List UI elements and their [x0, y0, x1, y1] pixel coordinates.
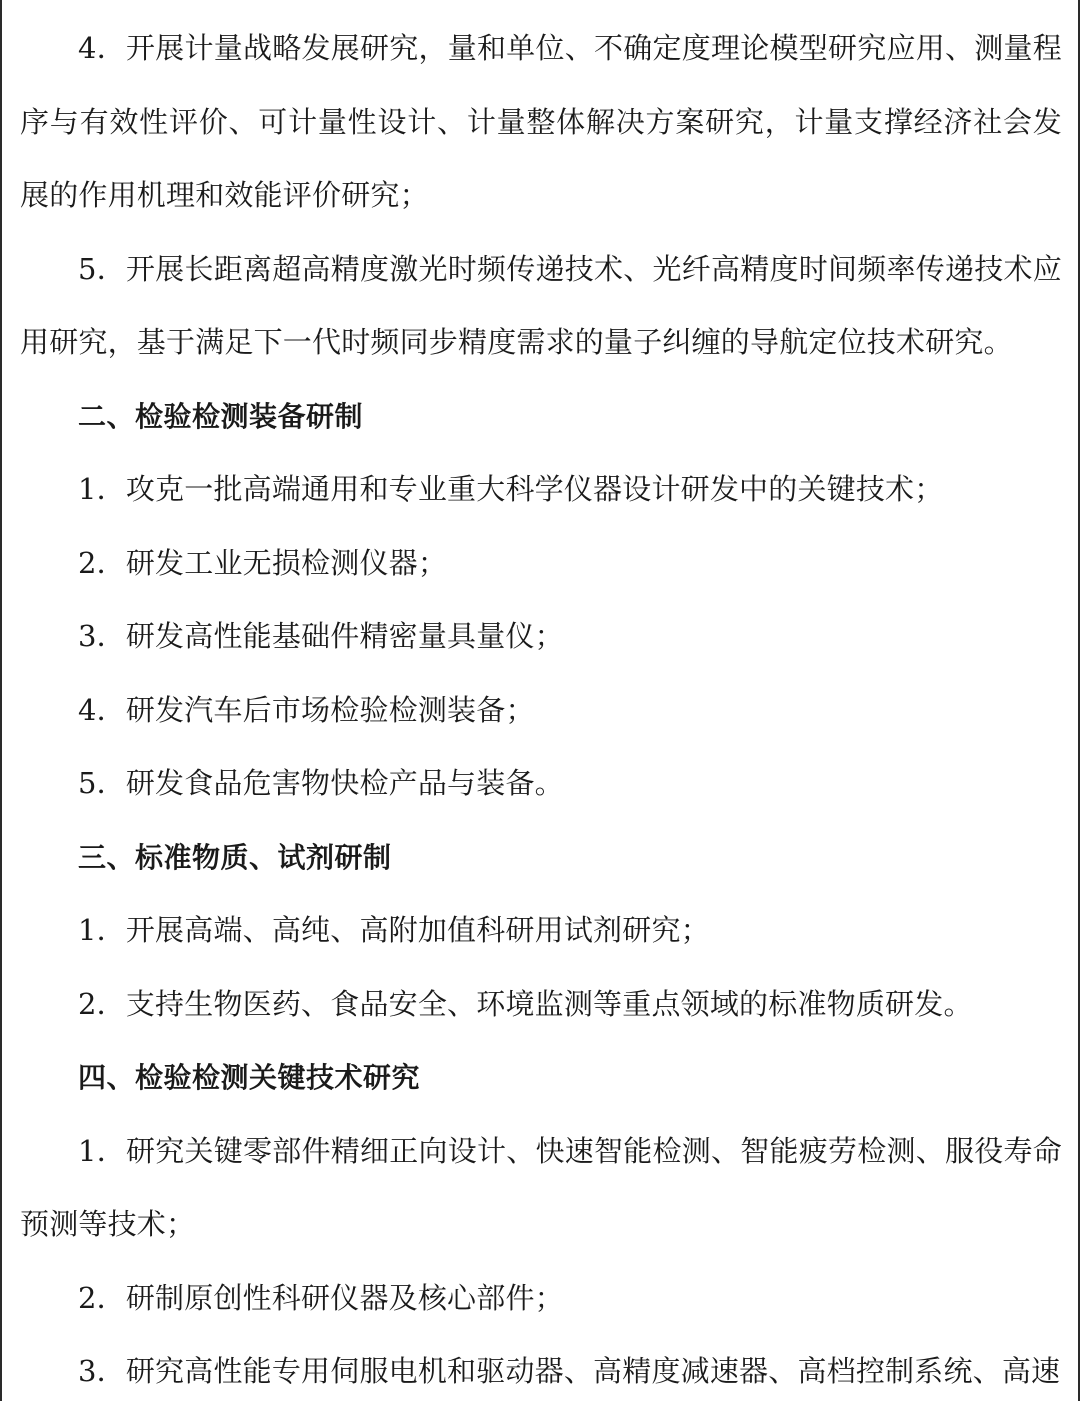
paragraph-research-reagents: 1．开展高端、高纯、高附加值科研用试剂研究； [78, 913, 710, 947]
section-heading-equipment: 二、检验检测装备研制 [78, 399, 364, 433]
section-heading-reference-materials: 三、标准物质、试剂研制 [78, 840, 392, 874]
paragraph-nondestructive-testing: 2．研发工业无损检测仪器； [78, 545, 448, 580]
paragraph-original-instruments: 2．研制原创性科研仪器及核心部件； [78, 1280, 564, 1315]
paragraph-automotive-aftermarket: 4．研发汽车后市场检验检测装备； [78, 692, 535, 727]
paragraph-servo-motors: 3．研究高性能专用伺服电机和驱动器、高精度减速器、高档控制系统、高速 [78, 1354, 1061, 1388]
paragraph-metrology-strategy: 4．开展计量战略发展研究，量和单位、不确定度理论模型研究应用、测量程序与有效性评价、可计量性设计、计量整体解决方案研究，计量支撑经济社会发展的作用机理和效能评价研究； [20, 31, 1062, 212]
paragraph-standard-materials: 2．支持生物医药、食品安全、环境监测等重点领域的标准物质研发。 [78, 986, 973, 1021]
page-border-left [0, 0, 2, 1401]
document-body [20, 12, 1062, 1409]
paragraph-precision-gauges: 3．研发高性能基础件精密量具量仪； [78, 619, 564, 653]
paragraph-laser-time-frequency: 5．开展长距离超高精度激光时频传递技术、光纤高精度时间频率传递技术应用研究，基于满足下一代时频同步精度需求的量子纠缠的导航定位技术研究。 [20, 251, 1062, 359]
paragraph-key-technologies: 1．攻克一批高端通用和专业重大科学仪器设计研发中的关键技术； [78, 472, 944, 506]
section-heading-key-tech-research: 四、检验检测关键技术研究 [78, 1061, 421, 1094]
paragraph-component-design: 1．研究关键零部件精细正向设计、快速智能检测、智能疲劳检测、服役寿命预测等技术； [20, 1133, 1062, 1241]
paragraph-food-hazard-detection: 5．研发食品危害物快检产品与装备。 [78, 766, 564, 800]
